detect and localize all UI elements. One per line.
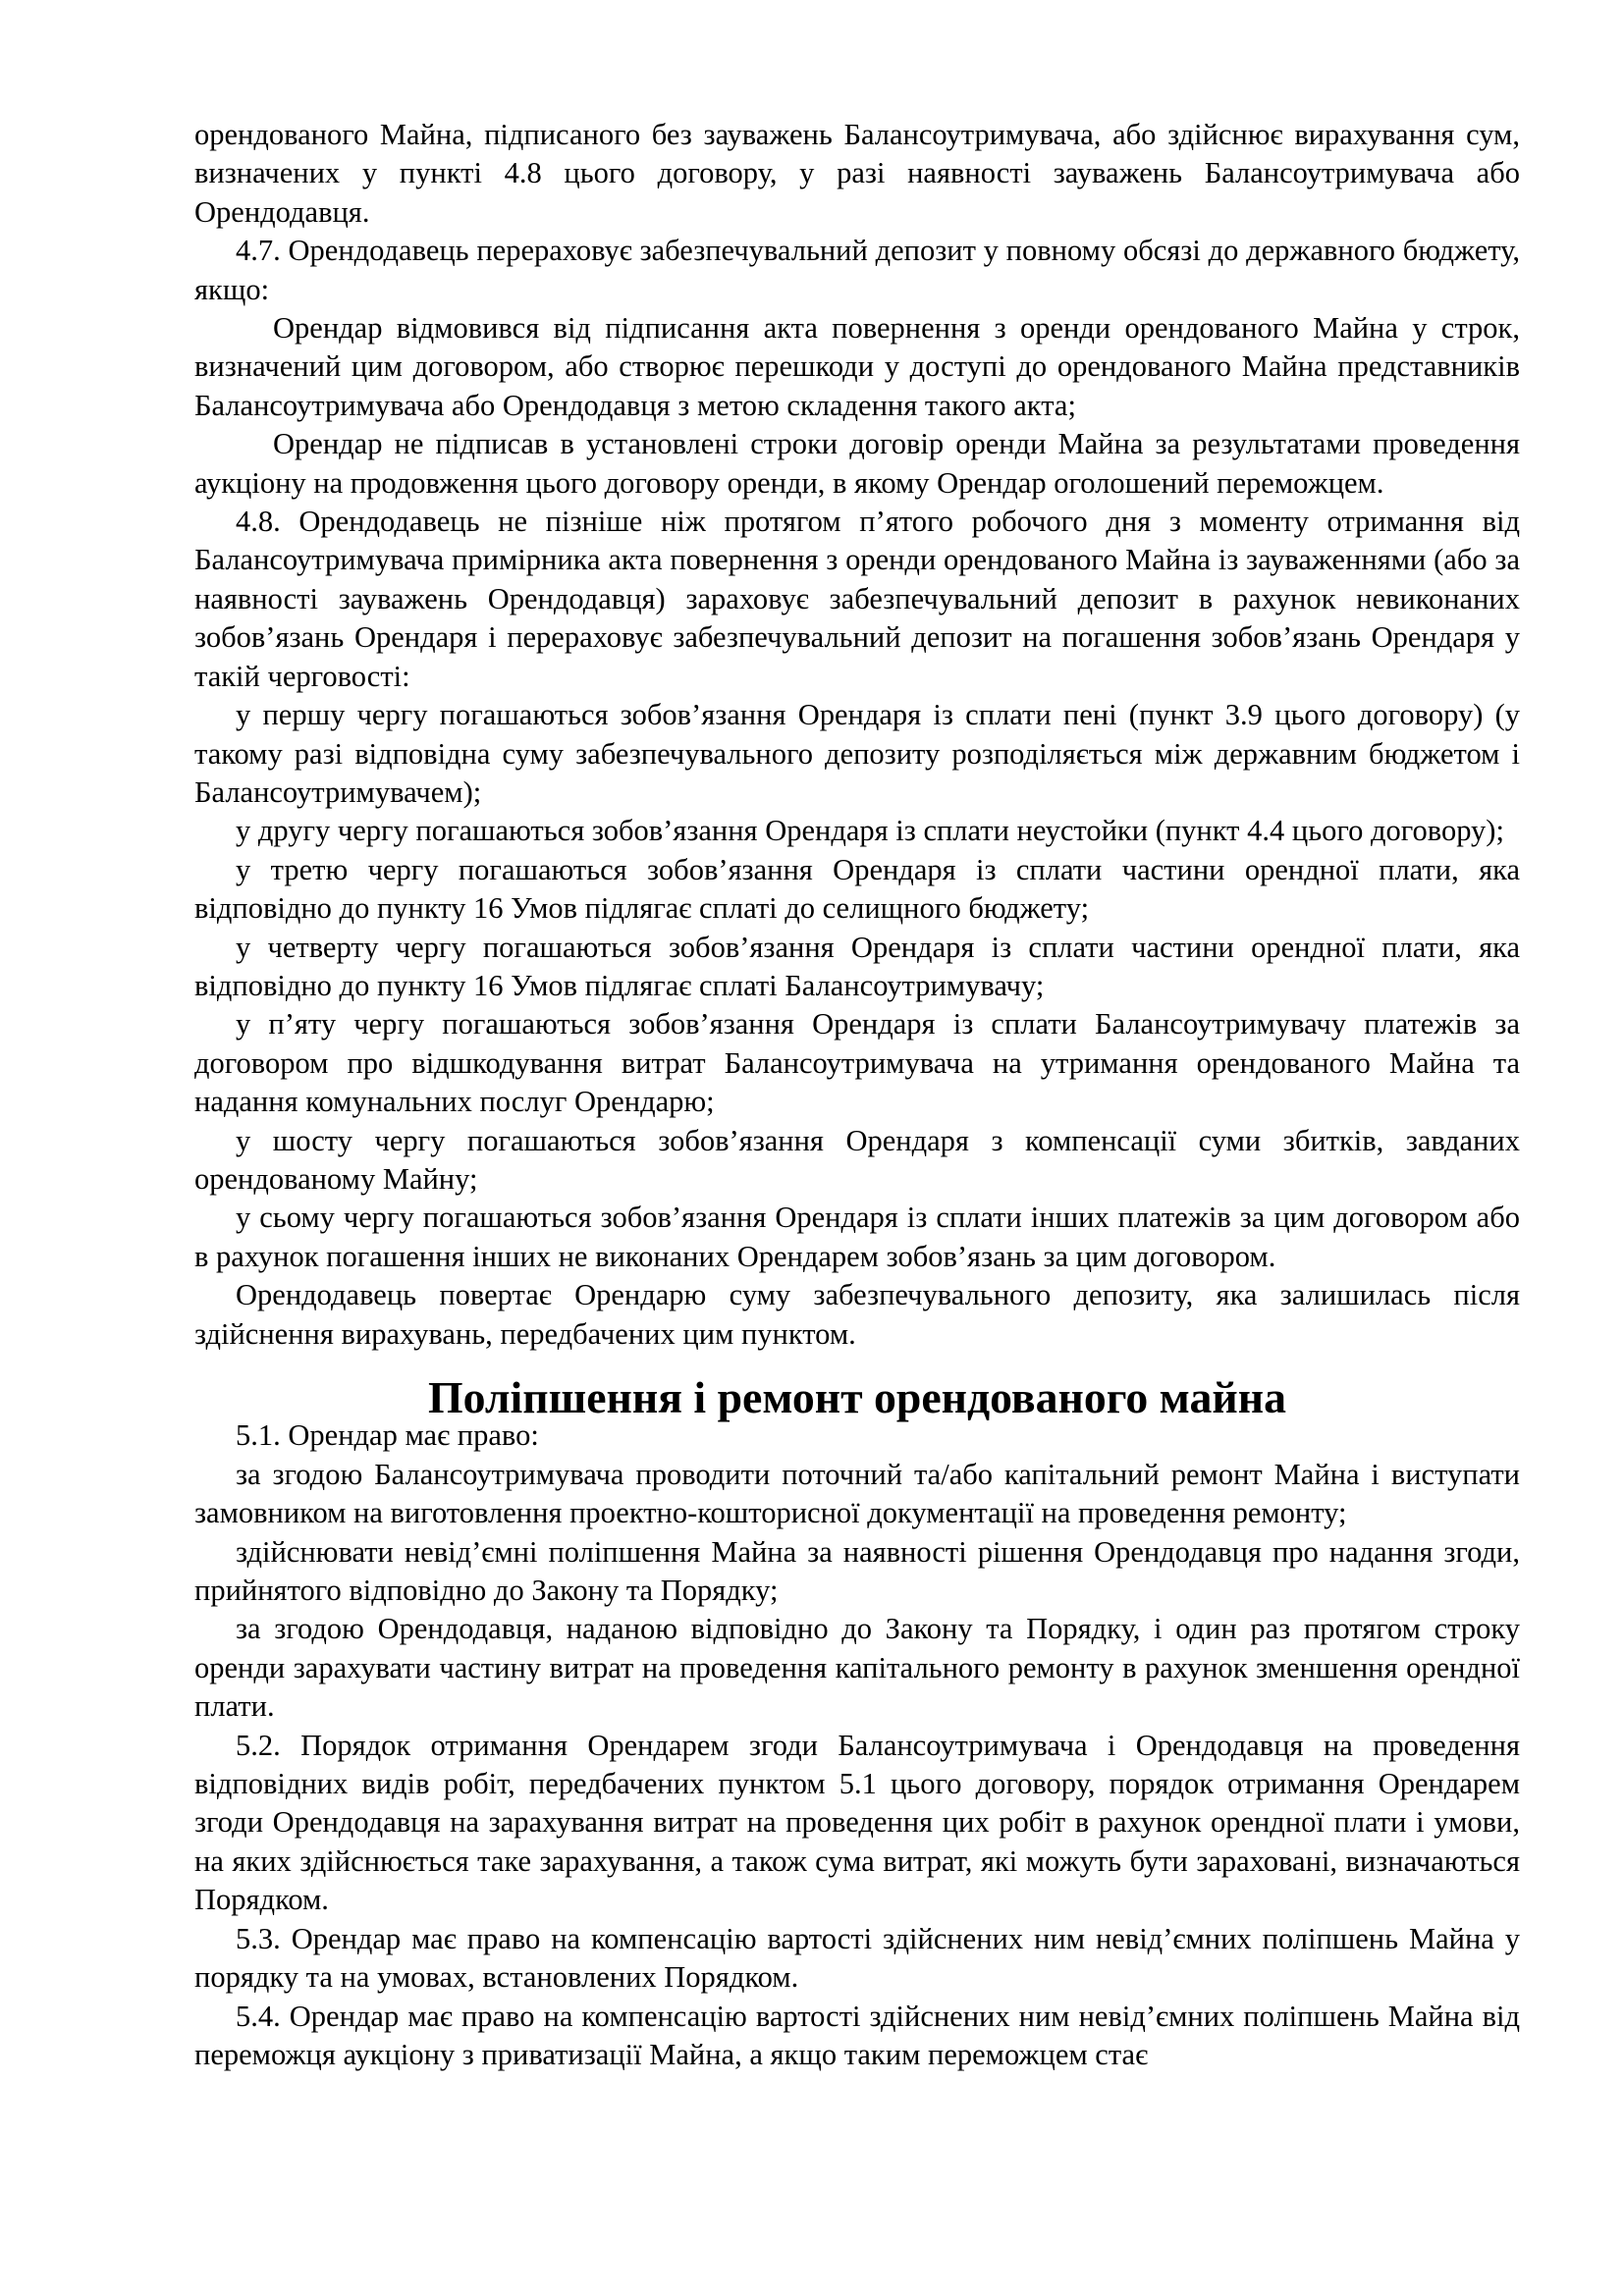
section-heading: Поліпшення і ремонт орендованого майна xyxy=(428,1372,1286,1422)
priority-item-4: у четверту чергу погашаються зобов’язання Орендаря із сплати частини орендної плати, яка відповідно до пункту 16 Умов підлягає сплаті Балансоутримувачу; xyxy=(194,930,1520,1002)
paragraph-5-1: 5.1. Орендар має право: xyxy=(236,1418,539,1453)
paragraph-refund: Орендодавець повертає Орендарю суму забезпечувального депозиту, яка залишилась після здійснення вирахувань, передбачених цим пунктом. xyxy=(194,1278,1520,1351)
paragraph-4-7: 4.7. Орендодавець перераховує забезпечувальний депозит у повному обсязі до державного бюджету, якщо: xyxy=(194,234,1520,306)
priority-item-6: у шосту чергу погашаються зобов’язання Орендаря з компенсації суми збитків, завданих орендованому Майну; xyxy=(194,1123,1520,1196)
paragraph-4-7-condition-a: Орендар відмовився від підписання акта повернення з оренди орендованого Майна у строк, визначений цим договором, або створює перешкоди у доступі до орендованого Майна представників Балансоутримувача або Орендодавця з метою складення такого акта; xyxy=(194,311,1520,422)
paragraph-5-3: 5.3. Орендар має право на компенсацію вартості здійснених ним невід’ємних поліпшень Майна у порядку та на умовах, встановлених Порядком. xyxy=(194,1921,1520,1995)
priority-item-7: у сьому чергу погашаються зобов’язання Орендаря із сплати інших платежів за цим договором або в рахунок погашення інших не виконаних Орендарем зобов’язань за цим договором. xyxy=(194,1201,1520,1273)
paragraph-5-4: 5.4. Орендар має право на компенсацію вартості здійснених ним невід’ємних поліпшень Майна від переможця аукціону з приватизації Майна, а якщо таким переможцем стає xyxy=(194,1999,1520,2071)
paragraph-5-1-right-b: здійснювати невід’ємні поліпшення Майна за наявності рішення Орендодавця про надання згоди, прийнятого відповідно до Закону та Порядку; xyxy=(194,1534,1520,1608)
paragraph-continuation: орендованого Майна, підписаного без зауважень Балансоутримувача, або здійснює вирахування сум, визначених у пункті 4.8 цього договору, у разі наявності зауважень Балансоутримувача або Орендодавця. xyxy=(194,118,1520,229)
paragraph-5-2: 5.2. Порядок отримання Орендарем згоди Балансоутримувача і Орендодавця на проведення відповідних видів робіт, передбачених пунктом 5.1 цього договору, порядок отримання Орендарем згоди Орендодавця на зарахування витрат на проведення цих робіт в рахунок орендної плати і умови, на яких здійснюється таке зарахування, а також сума витрат, які можуть бути зараховані, визначаються Порядком. xyxy=(194,1728,1520,1917)
paragraph-5-1-right-a: за згодою Балансоутримувача проводити поточний та/або капітальний ремонт Майна і виступати замовником на виготовлення проектно-кошторисної документації на проведення ремонту; xyxy=(194,1457,1520,1530)
priority-item-3: у третю чергу погашаються зобов’язання Орендаря із сплати частини орендної плати, яка відповідно до пункту 16 Умов підлягає сплаті до селищного бюджету; xyxy=(194,852,1520,926)
priority-item-2: у другу чергу погашаються зобов’язання Орендаря із сплати неустойки (пункт 4.4 цього договору); xyxy=(236,814,1504,848)
document-page xyxy=(194,116,1520,2074)
priority-item-5: у п’яту чергу погашаються зобов’язання Орендаря із сплати Балансоутримувачу платежів за договором про відшкодування витрат Балансоутримувача на утримання орендованого Майна та надання комунальних послуг Орендарю; xyxy=(194,1007,1520,1119)
paragraph-5-1-right-c: за згодою Орендодавця, наданою відповідно до Закону та Порядку, і один раз протягом строку оренди зарахувати частину витрат на проведення капітального ремонту в рахунок зменшення орендної плати. xyxy=(194,1612,1520,1724)
paragraph-4-8: 4.8. Орендодавець не пізніше ніж протягом п’ятого робочого дня з моменту отримання від Балансоутримувача примірника акта повернення з оренди орендованого Майна із зауваженнями (або за наявності зауважень Орендодавця) зараховує забезпечувальний депозит в рахунок невиконаних зобов’язань Орендаря і перераховує забезпечувальний депозит на погашення зобов’язань Орендаря у такій черговості: xyxy=(194,505,1520,693)
paragraph-4-7-condition-b: Орендар не підписав в установлені строки договір оренди Майна за результатами проведення аукціону на продовження цього договору оренди, в якому Орендар оголошений переможцем. xyxy=(194,427,1520,500)
priority-item-1: у першу чергу погашаються зобов’язання Орендаря із сплати пені (пункт 3.9 цього договору) (у такому разі відповідна суму забезпечувального депозиту розподіляється між державним бюджетом і Балансоутримувачем); xyxy=(194,698,1520,809)
